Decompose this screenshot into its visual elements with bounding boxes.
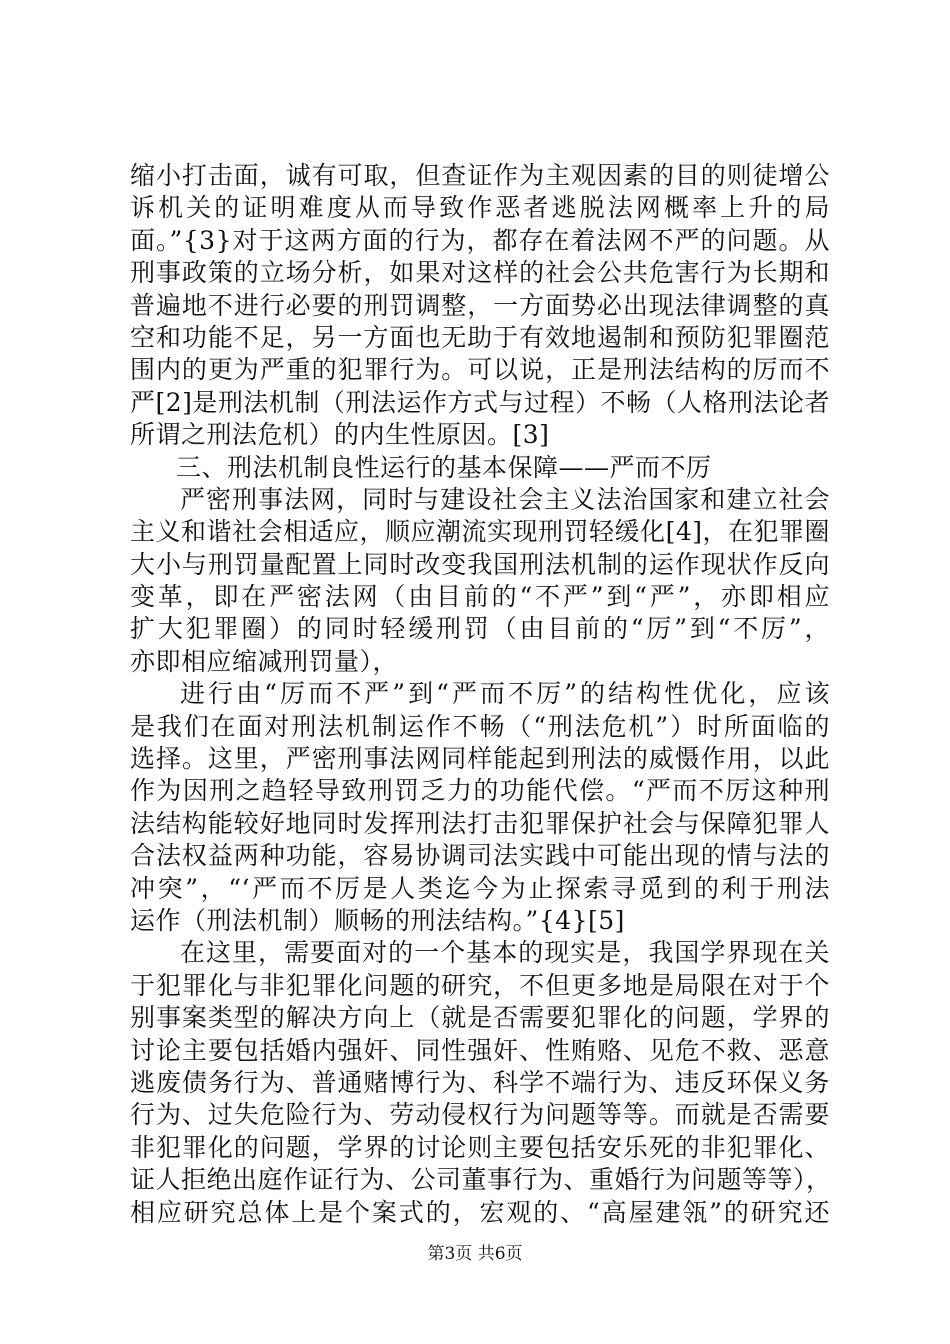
text-line: 行为、过失危险行为、劳动侵权行为问题等等。而就是否需要 bbox=[130, 1100, 830, 1130]
text-line: 运作（刑法机制）顺畅的刑法结构。”{4}[5] bbox=[130, 905, 625, 935]
text-line: 作为因刑之趋轻导致刑罚乏力的功能代偿。“严而不厉这种刑 bbox=[130, 776, 830, 806]
text-line: 缩小打击面，诚有可取，但查证作为主观因素的目的则徒增公 bbox=[130, 161, 830, 190]
text-line: 合法权益两种功能，容易协调司法实践中可能出现的情与法的 bbox=[130, 841, 830, 871]
text-line: 别事案类型的解决方向上（就是否需要犯罪化的问题，学界的 bbox=[130, 1003, 830, 1033]
section-heading: 三、刑法机制良性运行的基本保障——严而不厉 bbox=[176, 452, 712, 482]
text-line: 主义和谐社会相适应，顺应潮流实现刑罚轻缓化[4]，在犯罪圈 bbox=[130, 517, 830, 547]
text-line: 冲突”，“‘严而不厉是人类迄今为止探索寻觅到的利于刑法 bbox=[130, 873, 830, 903]
text-line: 亦即相应缩减刑罚量）， bbox=[130, 646, 399, 676]
text-line: 面。”{3}对于这两方面的行为，都存在着法网不严的问题。从 bbox=[130, 225, 830, 255]
text-line: 严密刑事法网，同时与建设社会主义法治国家和建立社会 bbox=[180, 484, 830, 514]
text-line: 扩大犯罪圈）的同时轻缓刑罚（由目前的“厉”到“不厉”， bbox=[130, 614, 830, 644]
text-line: 空和功能不足，另一方面也无助于有效地遏制和预防犯罪圈范 bbox=[130, 322, 830, 352]
text-line: 普遍地不进行必要的刑罚调整，一方面势必出现法律调整的真 bbox=[130, 290, 830, 320]
text-line: 证人拒绝出庭作证行为、公司董事行为、重婚行为问题等等）， bbox=[130, 1165, 832, 1195]
document-body bbox=[130, 160, 830, 1229]
text-line: 进行由“厉而不严”到“严而不厉”的结构性优化，应该 bbox=[180, 679, 830, 709]
text-line: 严[2]是刑法机制（刑法运作方式与过程）不畅（人格刑法论者 bbox=[130, 387, 830, 417]
text-line: 相应研究总体上是个案式的，宏观的、“高屋建瓴”的研究还 bbox=[130, 1197, 830, 1227]
text-line: 于犯罪化与非犯罪化问题的研究，不但更多地是局限在对于个 bbox=[130, 970, 830, 1000]
text-line: 非犯罪化的问题，学界的讨论则主要包括安乐死的非犯罪化、 bbox=[130, 1132, 830, 1162]
text-line: 诉机关的证明难度从而导致作恶者逃脱法网概率上升的局 bbox=[130, 193, 830, 223]
text-line: 大小与刑罚量配置上同时改变我国刑法机制的运作现状作反向 bbox=[130, 549, 830, 579]
page-number-label: 第3页 共6页 bbox=[427, 1244, 523, 1264]
text-line: 逃废债务行为、普通赌博行为、科学不端行为、违反环保义务 bbox=[130, 1067, 830, 1097]
text-line: 在这里，需要面对的一个基本的现实是，我国学界现在关 bbox=[180, 938, 830, 968]
text-line: 刑事政策的立场分析，如果对这样的社会公共危害行为长期和 bbox=[130, 258, 830, 288]
text-line: 所谓之刑法危机）的内生性原因。[3] bbox=[130, 420, 550, 450]
text-line: 是我们在面对刑法机制运作不畅（“刑法危机”）时所面临的 bbox=[130, 711, 830, 741]
text-line: 讨论主要包括婚内强奸、同性强奸、性贿赂、见危不救、恶意 bbox=[130, 1035, 830, 1065]
page-footer bbox=[0, 1243, 950, 1265]
text-line: 变革，即在严密法网（由目前的“不严”到“严”，亦即相应 bbox=[130, 582, 830, 612]
text-line: 选择。这里，严密刑事法网同样能起到刑法的威慑作用，以此 bbox=[130, 744, 830, 774]
text-line: 法结构能较好地同时发挥刑法打击犯罪保护社会与保障犯罪人 bbox=[130, 808, 830, 838]
text-line: 围内的更为严重的犯罪行为。可以说，正是刑法结构的厉而不 bbox=[130, 355, 830, 385]
